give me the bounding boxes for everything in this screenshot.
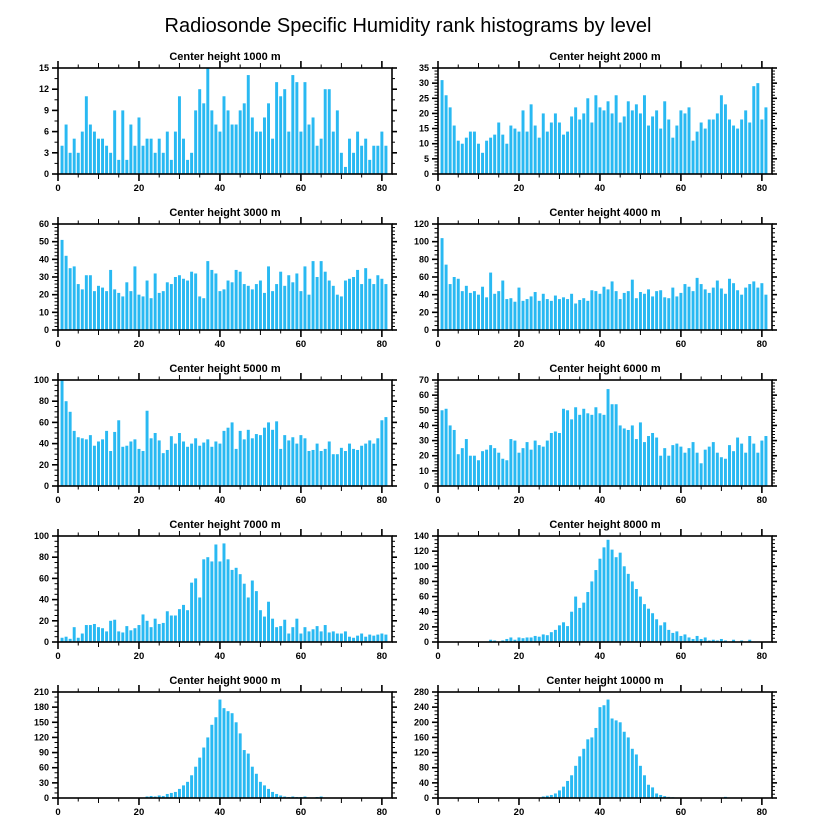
y-tick-label: 80 [418, 762, 429, 773]
x-tick-label: 20 [133, 807, 145, 818]
y-tick-label: 100 [33, 375, 49, 385]
x-tick-label: 80 [376, 339, 388, 350]
x-tick-label: 60 [675, 495, 687, 506]
panel-center-height-4000-m [408, 200, 816, 356]
x-tick-label: 0 [55, 183, 61, 194]
y-tick-label: 100 [33, 531, 49, 541]
x-tick-label: 60 [675, 651, 687, 662]
x-tick-label: 60 [295, 183, 307, 194]
x-tick-label: 60 [295, 651, 307, 662]
x-tick-label: 40 [214, 651, 226, 662]
x-tick-label: 20 [513, 651, 525, 662]
y-tick-label: 70 [418, 375, 429, 385]
chart-center-height-3000-m [0, 200, 408, 356]
y-tick-label: 140 [413, 531, 429, 541]
y-tick-label: 100 [413, 561, 429, 572]
x-tick-label: 60 [295, 495, 307, 506]
y-tick-label: 40 [38, 254, 49, 265]
x-tick-label: 40 [214, 339, 226, 350]
x-tick-label: 60 [295, 339, 307, 350]
subplot-title: Center height 3000 m [169, 207, 281, 219]
y-tick-label: 0 [423, 169, 429, 179]
y-tick-label: 160 [413, 732, 429, 743]
y-tick-label: 10 [418, 138, 429, 149]
y-tick-label: 10 [38, 307, 49, 318]
y-tick-label: 120 [413, 546, 429, 557]
y-tick-label: 280 [413, 687, 429, 697]
figure-title: Radiosonde Specific Humidity rank histograms by level [164, 15, 652, 37]
panel-center-height-1000-m [0, 44, 408, 200]
x-tick-label: 20 [133, 339, 145, 350]
subplot-title: Center height 4000 m [549, 207, 661, 219]
x-tick-label: 80 [376, 807, 388, 818]
y-tick-label: 80 [418, 576, 429, 587]
histogram-bars [61, 68, 388, 174]
y-tick-label: 80 [38, 552, 49, 563]
y-tick-label: 50 [418, 405, 429, 416]
histogram-bars [441, 389, 768, 486]
y-tick-label: 12 [38, 84, 49, 95]
x-tick-label: 20 [513, 339, 525, 350]
subplot-title: Center height 2000 m [549, 51, 661, 63]
x-tick-label: 40 [594, 495, 606, 506]
y-tick-label: 120 [413, 219, 429, 229]
y-tick-label: 6 [43, 126, 49, 137]
y-tick-label: 15 [418, 123, 429, 134]
y-tick-label: 180 [33, 702, 49, 713]
y-tick-label: 240 [413, 702, 429, 713]
x-tick-label: 0 [435, 807, 441, 818]
y-tick-label: 9 [43, 105, 49, 116]
x-tick-label: 20 [133, 183, 145, 194]
histogram-bars [489, 540, 751, 642]
y-tick-label: 3 [43, 147, 49, 158]
subplot-title: Center height 8000 m [549, 519, 661, 531]
subplot-title: Center height 7000 m [169, 519, 281, 531]
x-tick-label: 0 [435, 651, 441, 662]
y-tick-label: 60 [38, 573, 49, 584]
y-tick-label: 15 [38, 63, 49, 73]
y-tick-label: 0 [43, 169, 49, 179]
x-tick-label: 80 [756, 807, 768, 818]
x-tick-label: 20 [513, 807, 525, 818]
chart-center-height-5000-m [0, 356, 408, 512]
x-tick-label: 40 [594, 651, 606, 662]
subplot-title: Center height 10000 m [546, 675, 664, 687]
y-tick-label: 60 [418, 591, 429, 602]
x-tick-label: 20 [513, 495, 525, 506]
x-tick-label: 80 [756, 651, 768, 662]
y-tick-label: 20 [38, 615, 49, 626]
y-tick-label: 210 [33, 687, 49, 697]
y-tick-label: 30 [418, 435, 429, 446]
x-tick-label: 40 [594, 339, 606, 350]
chart-center-height-8000-m [408, 512, 816, 668]
histogram-bars [146, 700, 323, 798]
subplot-title: Center height 1000 m [169, 51, 281, 63]
y-tick-label: 90 [38, 747, 49, 758]
x-tick-label: 0 [435, 339, 441, 350]
x-tick-label: 40 [214, 183, 226, 194]
y-tick-label: 5 [423, 153, 429, 164]
y-tick-label: 20 [418, 450, 429, 461]
y-tick-label: 60 [38, 417, 49, 428]
y-tick-label: 120 [413, 747, 429, 758]
y-tick-label: 0 [43, 481, 49, 491]
y-tick-label: 30 [38, 272, 49, 282]
y-tick-label: 80 [38, 396, 49, 407]
x-tick-label: 60 [675, 339, 687, 350]
x-tick-label: 20 [513, 183, 525, 194]
x-tick-label: 0 [55, 339, 61, 350]
x-tick-label: 20 [133, 495, 145, 506]
chart-center-height-6000-m [408, 356, 816, 512]
y-tick-label: 40 [38, 594, 49, 605]
histogram-bars [542, 700, 727, 798]
y-tick-label: 0 [43, 637, 49, 647]
histogram-bars [61, 543, 388, 642]
y-tick-label: 30 [38, 777, 49, 788]
y-tick-label: 80 [418, 254, 429, 265]
y-tick-label: 0 [423, 637, 429, 647]
x-tick-label: 60 [675, 183, 687, 194]
x-tick-label: 60 [675, 807, 687, 818]
x-tick-label: 0 [435, 495, 441, 506]
charts-grid [0, 44, 816, 824]
x-tick-label: 80 [376, 651, 388, 662]
y-tick-label: 150 [33, 717, 49, 728]
y-tick-label: 100 [413, 236, 429, 247]
x-tick-label: 80 [756, 339, 768, 350]
panel-center-height-9000-m [0, 668, 408, 824]
y-tick-label: 20 [38, 289, 49, 300]
chart-center-height-2000-m [408, 44, 816, 200]
panel-center-height-2000-m [408, 44, 816, 200]
panel-center-height-8000-m [408, 512, 816, 668]
y-tick-label: 50 [38, 236, 49, 247]
panel-center-height-6000-m [408, 356, 816, 512]
y-tick-label: 10 [418, 465, 429, 476]
panel-center-height-7000-m [0, 512, 408, 668]
x-tick-label: 0 [435, 183, 441, 194]
chart-center-height-9000-m [0, 668, 408, 824]
x-tick-label: 0 [55, 651, 61, 662]
y-tick-label: 120 [33, 732, 49, 743]
y-tick-label: 200 [413, 717, 429, 728]
y-tick-label: 0 [43, 325, 49, 335]
x-tick-label: 40 [214, 495, 226, 506]
y-tick-label: 40 [418, 606, 429, 617]
y-tick-label: 40 [418, 777, 429, 788]
y-tick-label: 60 [418, 390, 429, 401]
panel-center-height-3000-m [0, 200, 408, 356]
panel-center-height-10000-m [408, 668, 816, 824]
x-tick-label: 40 [214, 807, 226, 818]
y-tick-label: 40 [418, 289, 429, 300]
x-tick-label: 80 [376, 495, 388, 506]
y-tick-label: 20 [418, 621, 429, 632]
y-tick-label: 60 [418, 272, 429, 282]
chart-center-height-10000-m [408, 668, 816, 824]
y-tick-label: 60 [38, 762, 49, 773]
y-tick-label: 0 [423, 481, 429, 491]
y-tick-label: 0 [423, 325, 429, 335]
x-tick-label: 40 [594, 183, 606, 194]
x-tick-label: 80 [756, 495, 768, 506]
x-tick-label: 40 [594, 807, 606, 818]
histogram-bars [441, 80, 768, 174]
y-tick-label: 60 [38, 219, 49, 229]
y-tick-label: 20 [418, 108, 429, 119]
y-tick-label: 25 [418, 93, 429, 104]
subplot-title: Center height 6000 m [549, 363, 661, 375]
y-tick-label: 35 [418, 63, 429, 73]
subplot-title: Center height 9000 m [169, 675, 281, 687]
x-tick-label: 80 [756, 183, 768, 194]
x-tick-label: 80 [376, 183, 388, 194]
histogram-bars [61, 380, 388, 486]
histogram-bars [61, 240, 388, 330]
chart-center-height-1000-m [0, 44, 408, 200]
x-tick-label: 20 [133, 651, 145, 662]
histogram-bars [441, 238, 768, 330]
x-tick-label: 0 [55, 495, 61, 506]
y-tick-label: 0 [423, 793, 429, 803]
chart-center-height-4000-m [408, 200, 816, 356]
y-tick-label: 40 [38, 438, 49, 449]
panel-center-height-5000-m [0, 356, 408, 512]
y-tick-label: 0 [43, 793, 49, 803]
y-tick-label: 20 [38, 459, 49, 470]
y-tick-label: 30 [418, 78, 429, 89]
x-tick-label: 60 [295, 807, 307, 818]
subplot-title: Center height 5000 m [169, 363, 281, 375]
chart-center-height-7000-m [0, 512, 408, 668]
y-tick-label: 20 [418, 307, 429, 318]
y-tick-label: 40 [418, 420, 429, 431]
x-tick-label: 0 [55, 807, 61, 818]
